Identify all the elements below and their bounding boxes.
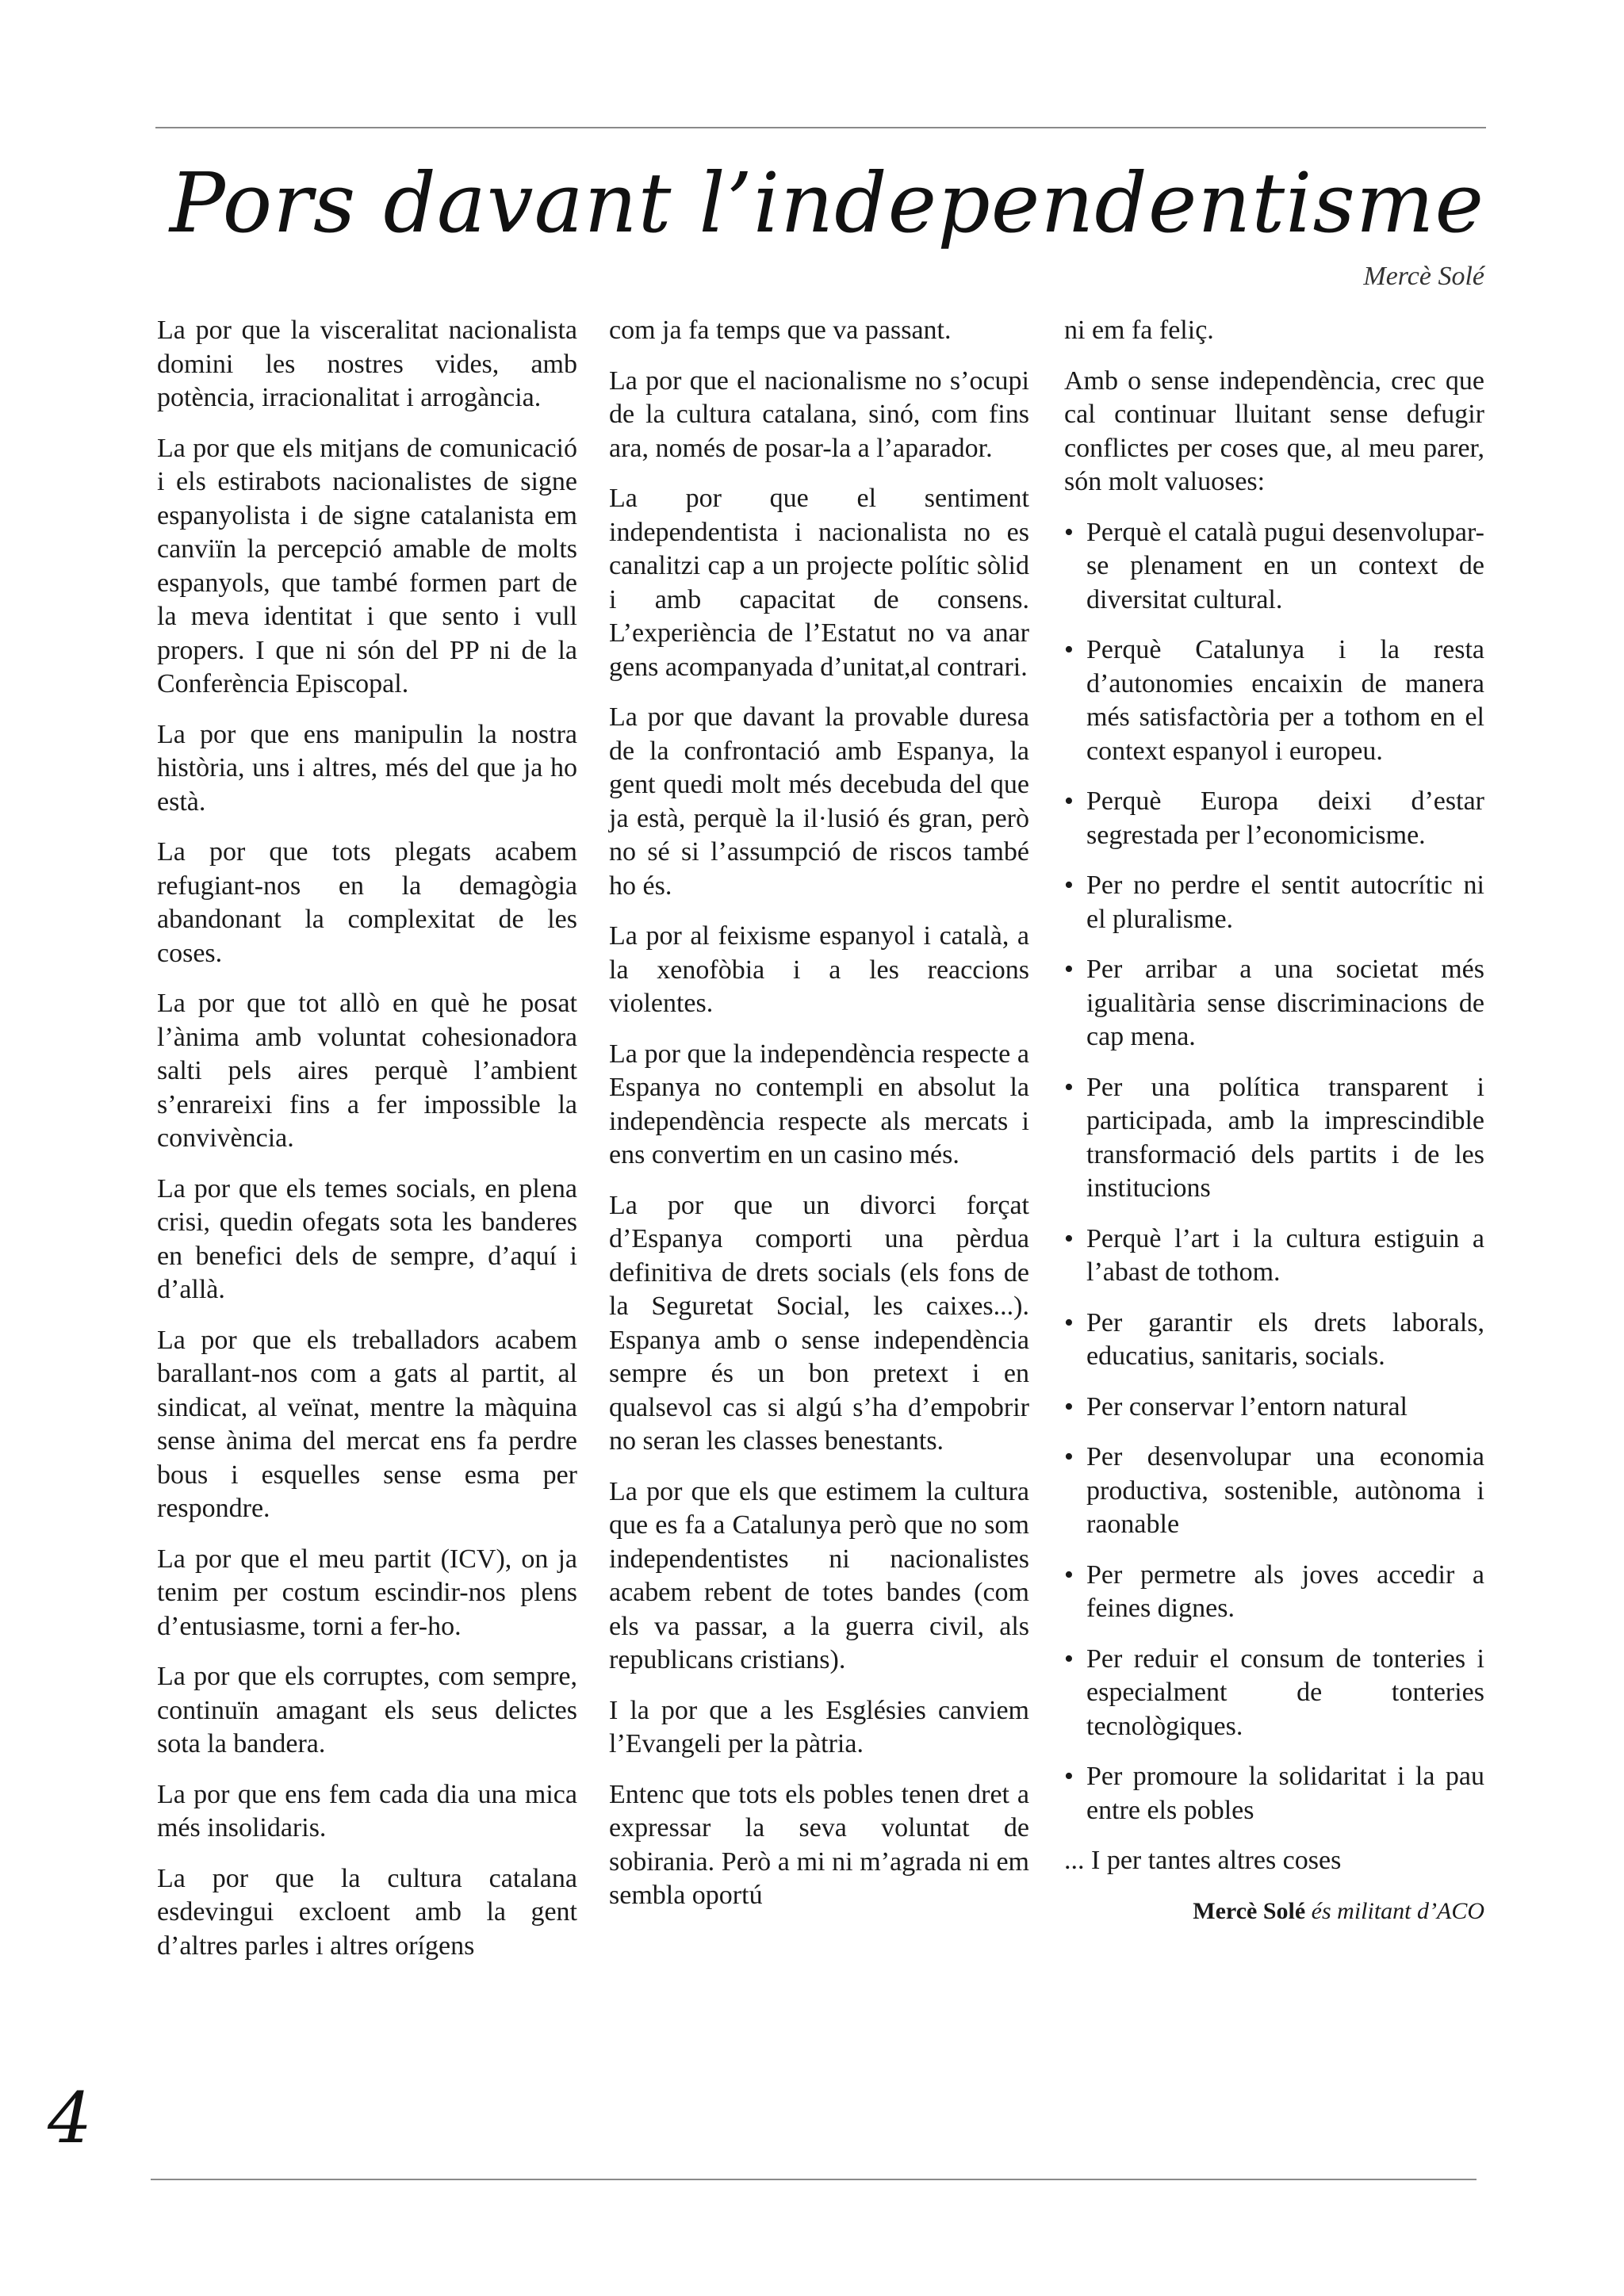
list-item: • Per conservar l’entorn natural: [1064, 1391, 1484, 1425]
list-item: • Per permetre als joves accedir a feines dignes.: [1064, 1559, 1484, 1626]
author-signature: [1064, 1895, 1484, 1929]
list-item: • Per promoure la solidaritat i la pau entre els pobles: [1064, 1760, 1484, 1827]
paragraph: La por que els temes socials, en plena crisi, quedin ofegats sota les banderes en benefici dels de sempre, d’aquí i d’allà.: [157, 1173, 577, 1304]
paragraph: I la por que a les Esglésies canviem l’Evangeli per la pàtria.: [609, 1695, 1029, 1758]
closing-line: ... I per tantes altres coses: [1064, 1846, 1342, 1875]
paragraph: La por que un divorci forçat d’Espanya comporti una pèrdua definitiva de drets socials (els fons de la Seguretat Social, les caixes...). Espanya amb o sense independència sempre és un bon pretext i en qualsevol cas si algú s’ha d’empobrir no seran les classes benestants.: [609, 1190, 1029, 1456]
top-rule: [155, 127, 1486, 128]
paragraph: La por que ens manipulin la nostra història, uns i altres, més del que ja ho està.: [157, 719, 577, 817]
article-title: Pors davant l’independentisme: [169, 155, 1484, 251]
list-item: • Perquè Europa deixi d’estar segrestada per l’economicisme.: [1064, 785, 1484, 852]
list-item: • Perquè el català pugui desenvolupar-se plenament en un context de diversitat cultural.: [1064, 516, 1484, 618]
paragraph: La por que la independència respecte a Espanya no contempli en absolut la independència respecte als mercats i ens convertim en un casino més.: [609, 1039, 1029, 1169]
paragraph: La por que els corruptes, com sempre, continuïn amagant els seus delictes sota la bandera.: [157, 1662, 577, 1758]
signature-name: Mercè Solé: [1193, 1897, 1306, 1924]
list-item: • Per arribar a una societat més igualitària sense discriminacions de cap mena.: [1064, 953, 1484, 1054]
paragraph: La por que el sentiment independentista i nacionalista no es canalitzi cap a un projecte polític sòlid i amb capacitat de consens. L’experiència de l’Estatut no va anar gens acompanyada d’unitat,al contrari.: [609, 484, 1029, 682]
paragraph: com ja fa temps que va passant.: [609, 316, 952, 345]
article-byline: Mercè Solé: [1363, 262, 1484, 291]
bullet-list: [1064, 516, 1484, 1828]
paragraph: La por que tots plegats acabem refugiant-nos en la demagògia abandonant la complexitat de les coses.: [157, 837, 577, 968]
paragraph: La por al feixisme espanyol i català, a la xenofòbia i a les reaccions violentes.: [609, 921, 1029, 1018]
list-item: • Per no perdre el sentit autocrític ni el pluralisme.: [1064, 869, 1484, 936]
paragraph: Amb o sense independència, crec que cal continuar lluitant sense defugir conflictes per coses que, al meu parer, són molt valuoses:: [1064, 365, 1484, 496]
paragraph: La por que la visceralitat nacionalista domini les nostres vides, amb potència, irracionalitat i arrogància.: [157, 316, 577, 412]
list-item: • Per desenvolupar una economia productiva, sostenible, autònoma i raonable: [1064, 1441, 1484, 1542]
list-item: • Per reduir el consum de tonteries i especialment de tonteries tecnològiques.: [1064, 1643, 1484, 1744]
text-column-3: [1064, 314, 1484, 1945]
paragraph: La por que tot allò en què he posat l’ànima amb voluntat cohesionadora salti pels aires perquè l’ambient s’enrareixi fins a fer impossible la convivència.: [157, 989, 577, 1153]
paragraph: La por que ens fem cada dia una mica més insolidaris.: [157, 1779, 577, 1843]
bottom-rule: [151, 2179, 1477, 2180]
list-item: • Per una política transparent i participada, amb la imprescindible transformació dels partits i de les institucions: [1064, 1071, 1484, 1206]
paragraph: La por que els que estimem la cultura que es fa a Catalunya però que no som independentistes ni nacionalistes acabem rebent de totes bandes (com els va passar, a la guerra civil, als republicans cristians).: [609, 1476, 1029, 1674]
list-item: • Per garantir els drets laborals, educatius, sanitaris, socials.: [1064, 1307, 1484, 1374]
paragraph: La por que els mitjans de comunicació i els estirabots nacionalistes de signe espanyolista i de signe catalanista em canviïn la percepció amable de molts espanyols, que també formen part de la meva identitat i que sento i vull propers. I que ni són del PP ni de la Conferència Episcopal.: [157, 433, 577, 698]
text-column-1: [157, 314, 577, 1980]
paragraph: La por que davant la provable duresa de la confrontació amb Espanya, la gent quedi molt més decebuda del que ja està, perquè la il·lusió és gran, però no sé si l’assumpció de riscos també ho és.: [609, 702, 1029, 901]
text-column-2: [609, 314, 1029, 1930]
list-item: • Perquè Catalunya i la resta d’autonomies encaixin de manera més satisfactòria per a tothom en el context espanyol i europeu.: [1064, 633, 1484, 768]
paragraph: Entenc que tots els pobles tenen dret a expressar la seva voluntat de sobirania. Però a mi ni m’agrada ni em sembla oportú: [609, 1779, 1029, 1910]
paragraph: La por que la cultura catalana esdevingui excloent amb la gent d’altres parles i altres orígens: [157, 1863, 577, 1961]
page-number: 4: [48, 2077, 92, 2159]
paragraph: La por que els treballadors acabem barallant-nos com a gats al partit, al sindicat, al veïnat, mentre la màquina sense ànima del mercat ens fa perdre bous i esquelles sense esma per respondre.: [157, 1325, 577, 1523]
paragraph: La por que el meu partit (ICV), on ja tenim per costum escindir-nos plens d’entusiasme, torni a fer-ho.: [157, 1544, 577, 1641]
list-item: • Perquè l’art i la cultura estiguin a l’abast de tothom.: [1064, 1223, 1484, 1290]
paragraph: ni em fa feliç.: [1064, 316, 1214, 345]
signature-role: és militant d’ACO: [1311, 1897, 1484, 1924]
paragraph: La por que el nacionalisme no s’ocupi de la cultura catalana, sinó, com fins ara, només de posar-la a l’aparador.: [609, 365, 1029, 463]
